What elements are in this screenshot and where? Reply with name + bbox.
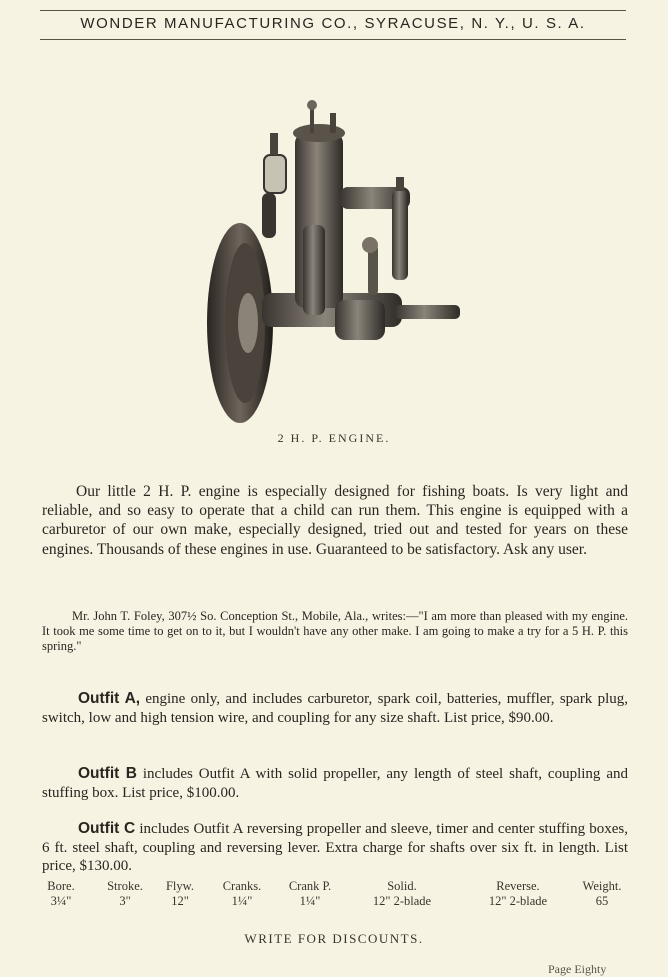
spec-value: 12" 2-blade	[488, 894, 548, 908]
outfit-a-name: Outfit A,	[78, 690, 141, 707]
spec-value: 3¼"	[50, 894, 72, 908]
page-number: Page Eighty	[548, 962, 607, 976]
outfit-b-name: Outfit B	[78, 765, 137, 782]
spec-bore	[40, 879, 82, 909]
outfit-c-paragraph	[42, 820, 628, 876]
spec-value: 3"	[119, 894, 131, 908]
spec-cranks	[213, 879, 271, 909]
spec-label: Weight.	[582, 879, 622, 893]
spec-label: Crank P.	[288, 879, 332, 893]
company-heading: WONDER MANUFACTURING CO., SYRACUSE, N. Y., U. S. A.	[80, 15, 586, 32]
spec-value: 1¼"	[231, 894, 253, 908]
spec-crank-pin	[278, 879, 342, 909]
specifications-table	[0, 879, 668, 915]
spec-label: Stroke.	[107, 879, 143, 893]
outfit-a-paragraph	[42, 690, 628, 727]
spec-label: Reverse.	[496, 879, 540, 893]
page-header	[40, 10, 626, 40]
outfit-c-text: includes Outfit A reversing propeller and sleeve, timer and center stuffing boxes, 6 ft. steel shaft, coupling and reversing lever. Extra charge for shafts over six ft. in length. List price, $130.00.	[42, 821, 628, 874]
testimonial-paragraph: Mr. John T. Foley, 307½ So. Conception St., Mobile, Ala., writes:—"I am more than pleased with my engine. It took me some time to get on to it, but I wouldn't have any other make. I am going to make a try for a 5 H. P. this spring."	[42, 608, 628, 653]
spec-value: 12"	[171, 894, 189, 908]
spec-label: Solid.	[387, 879, 417, 893]
spec-flywheel	[158, 879, 202, 909]
spec-label: Bore.	[47, 879, 75, 893]
outfit-b-paragraph	[42, 765, 628, 802]
spec-value: 65	[595, 894, 609, 908]
engine-illustration	[200, 95, 470, 430]
figure-caption: 2 H. P. ENGINE.	[277, 431, 391, 445]
spec-label: Cranks.	[222, 879, 262, 893]
outfit-c-name: Outfit C	[78, 820, 136, 837]
spec-stroke	[97, 879, 153, 909]
spec-solid	[352, 879, 452, 909]
discount-notice: WRITE FOR DISCOUNTS.	[244, 931, 424, 946]
spec-weight	[572, 879, 632, 909]
spec-reverse	[468, 879, 568, 909]
outfit-b-text: includes Outfit A with solid propeller, any length of steel shaft, coupling and stuffing box. List price, $100.00.	[42, 766, 628, 801]
spec-value: 1¼"	[299, 894, 321, 908]
spec-label: Flyw.	[165, 879, 194, 893]
spec-value: 12" 2-blade	[372, 894, 432, 908]
intro-paragraph: Our little 2 H. P. engine is especially designed for fishing boats. Is very light and reliable, and so easy to operate that a child can run them. This engine is equipped with a carburetor of our own make, especially designed, tried out and tested for years on these engines. Thousands of these engines in use. Guaranteed to be satisfactory. Ask any user.	[42, 482, 628, 558]
outfit-a-text: engine only, and includes carburetor, spark coil, batteries, muffler, spark plug, switch, low and high tension wire, and coupling for any size shaft. List price, $90.00.	[42, 691, 629, 726]
